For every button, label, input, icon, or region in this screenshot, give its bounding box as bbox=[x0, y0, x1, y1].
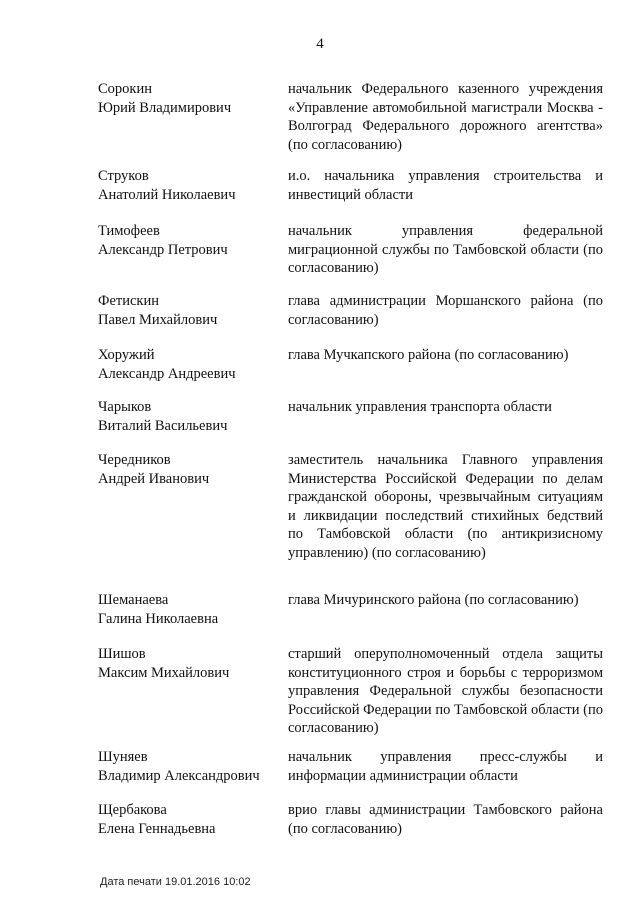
person-name bbox=[98, 645, 278, 683]
person-name bbox=[98, 292, 278, 330]
position-text: начальник управления федеральной миграционной службы по Тамбовской области (по согласованию) bbox=[288, 223, 603, 277]
surname: Щербакова bbox=[98, 802, 167, 818]
page-number: 4 bbox=[316, 36, 324, 52]
surname: Шуняев bbox=[98, 749, 148, 765]
surname: Шеманаева bbox=[98, 592, 169, 608]
position-text: и.о. начальника управления строительства и инвестиций области bbox=[288, 168, 603, 203]
surname: Фетискин bbox=[98, 293, 159, 309]
print-date: Дата печати 19.01.2016 10:02 bbox=[100, 876, 251, 888]
person-name bbox=[98, 398, 278, 436]
person-name bbox=[98, 591, 278, 629]
surname: Шишов bbox=[98, 646, 146, 662]
surname: Чарыков bbox=[98, 399, 152, 415]
surname: Тимофеев bbox=[98, 223, 160, 239]
position-text: начальник управления транспорта области bbox=[288, 399, 552, 415]
given-names: Александр Андреевич bbox=[98, 366, 236, 382]
position-text: заместитель начальника Главного управления Министерства Российской Федерации по делам гражданской обороны, чрезвычайным ситуациям и ликвидации последствий стихийных бедствий по Тамбовской области (по антикризисному управлению) (по согласованию) bbox=[288, 452, 603, 561]
position-text: врио главы администрации Тамбовского района (по согласованию) bbox=[288, 802, 603, 837]
position-text: глава Мичуринского района (по согласованию) bbox=[288, 592, 579, 608]
position-text: глава Мучкапского района (по согласованию) bbox=[288, 347, 569, 363]
surname: Сорокин bbox=[98, 81, 152, 97]
person-name bbox=[98, 748, 278, 786]
given-names: Андрей Иванович bbox=[98, 471, 210, 487]
person-name bbox=[98, 80, 278, 118]
position-text: старший оперуполномоченный отдела защиты конституционного строя и борьбы с терроризмом управления Федеральной службы безопасности Российской Федерации по Тамбовской области (по согласованию) bbox=[288, 646, 603, 737]
person-name bbox=[98, 222, 278, 260]
given-names: Виталий Васильевич bbox=[98, 418, 228, 434]
given-names: Павел Михайлович bbox=[98, 312, 218, 328]
surname: Чередников bbox=[98, 452, 171, 468]
given-names: Елена Геннадьевна bbox=[98, 821, 216, 837]
given-names: Галина Николаевна bbox=[98, 611, 219, 627]
position-text: глава администрации Моршанского района (по согласованию) bbox=[288, 293, 603, 328]
person-name bbox=[98, 346, 278, 384]
surname: Хоружий bbox=[98, 347, 155, 363]
position-text: начальник управления пресс-службы и информации администрации области bbox=[288, 749, 603, 784]
surname: Струков bbox=[98, 168, 149, 184]
position-text: начальник Федерального казенного учреждения «Управление автомобильной магистрали Москва - Волгоград Федерального дорожного агентства» (по согласованию) bbox=[288, 81, 603, 153]
given-names: Юрий Владимирович bbox=[98, 100, 232, 116]
person-name bbox=[98, 451, 278, 489]
given-names: Владимир Александрович bbox=[98, 768, 260, 784]
person-name bbox=[98, 801, 278, 839]
given-names: Анатолий Николаевич bbox=[98, 187, 236, 203]
given-names: Александр Петрович bbox=[98, 242, 228, 258]
person-name bbox=[98, 167, 278, 205]
given-names: Максим Михайлович bbox=[98, 665, 230, 681]
